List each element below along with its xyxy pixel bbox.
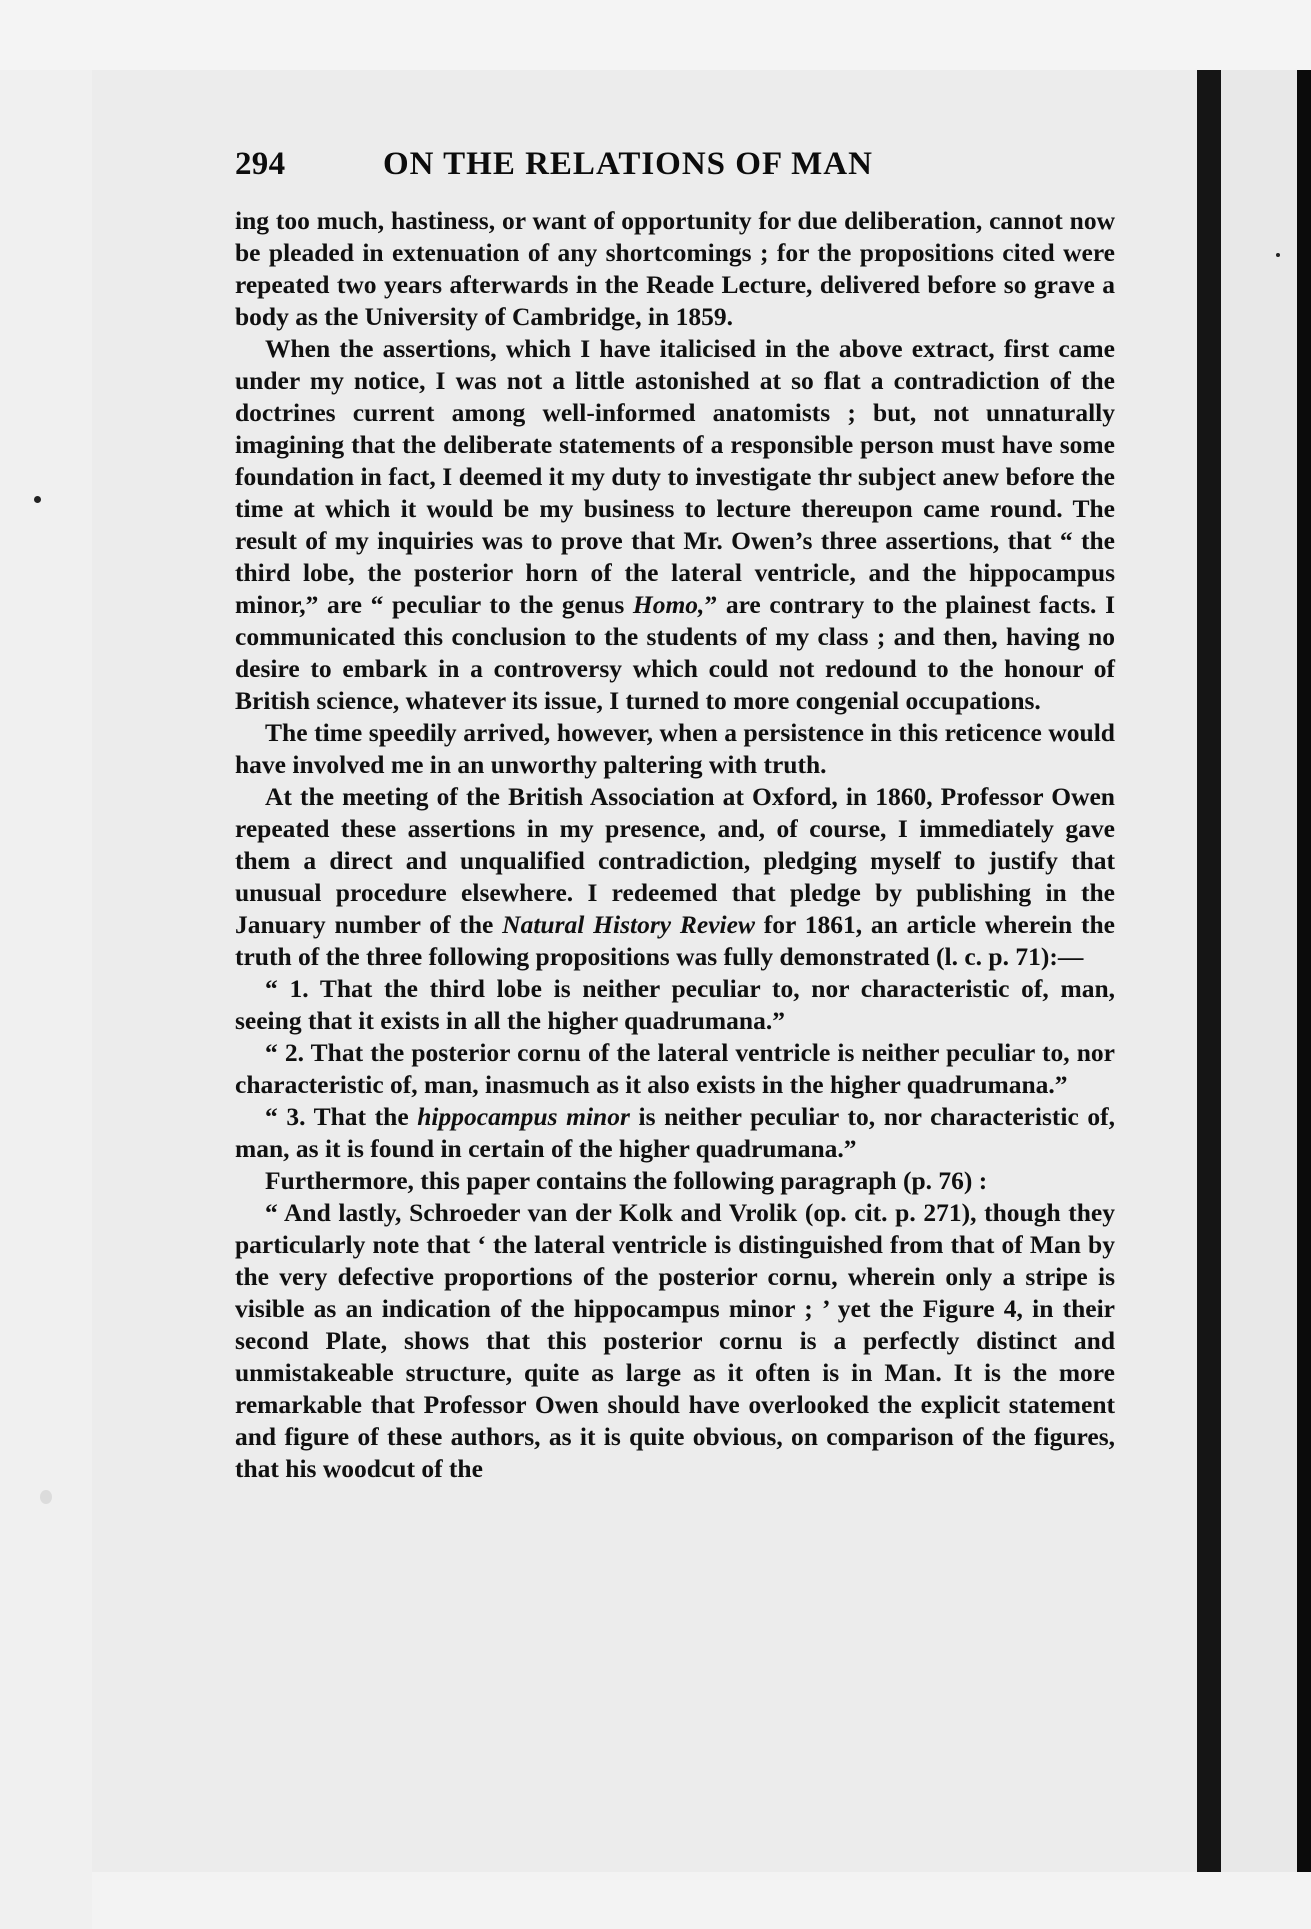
text-run: “ 2. That the posterior cornu of the lateral ventricle is neither peculiar to, nor characteristic of, man, inasmuch as it also exists in the higher quadrumana.”: [235, 1038, 1115, 1099]
scan-border-bottom: [92, 1872, 1311, 1929]
body-text: [235, 205, 1115, 1485]
text-run: ing too much, hastiness, or want of opportunity for due deliberation, cannot now be pleaded in extenuation of any shortcomings ; for the propositions cited were repeated two years afterwards in the Reade Lecture, delivered before so grave a body as the University of Cambridge, in 1859.: [235, 206, 1115, 331]
scan-border-left: [0, 70, 92, 1929]
paragraph: [235, 1165, 1115, 1197]
paragraph: [235, 1037, 1115, 1101]
scan-border-top: [0, 0, 1311, 70]
page-number: 294: [235, 146, 286, 182]
paragraph: [235, 1197, 1115, 1485]
text-run: When the assertions, which I have italicised in the above extract, first came under my notice, I was not a little astonished at so flat a contradiction of the doctrines current among well-informed anatomists ; but, not unnaturally imagining that the deliberate statements of a responsible person must have some foundation in fact, I deemed it my duty to investigate thr subject anew before the time at which it would be my business to lecture thereupon came round. The result of my inquiries was to prove that Mr. Owen’s three assertions, that “ the third lobe, the posterior horn of the lateral ventricle, and the hippocampus minor,” are “ peculiar to the genus: [235, 334, 1115, 619]
page-gutter: [1197, 70, 1221, 1872]
paragraph: [235, 781, 1115, 973]
text-run: is neither peculiar to, nor characteristic of, man, as it is found in certain of the higher quadrumana.”: [235, 1102, 1115, 1163]
text-run: Furthermore, this paper contains the following paragraph (p. 76) :: [265, 1166, 988, 1195]
text-run: “ And lastly, Schroeder van der Kolk and Vrolik (op. cit. p. 271), though they particularly note that ‘ the lateral ventricle is distinguished from that of Man by the very defective proportions of the posterior cornu, wherein only a stripe is visible as an indication of the hippocampus minor ; ’ yet the Figure 4, in their second Plate, shows that this posterior cornu is a perfectly distinct and unmistakeable structure, quite as large as it often is in Man. It is the more remarkable that Professor Owen should have overlooked the explicit statement and figure of these authors, as it is quite obvious, on comparison of the figures, that his woodcut of the: [235, 1198, 1115, 1483]
paragraph: [235, 973, 1115, 1037]
text-run: “ 3. That the: [265, 1102, 418, 1131]
scan-speck: [40, 1490, 52, 1504]
paragraph: [235, 717, 1115, 781]
facing-page-edge: [1221, 70, 1297, 1872]
italic-text: Homo,: [632, 590, 705, 619]
scan-speck: [34, 496, 41, 503]
paragraph: [235, 333, 1115, 717]
running-header: [235, 146, 955, 186]
italic-text: Natural History Review: [502, 910, 755, 939]
paragraph: [235, 205, 1115, 333]
text-run: At the meeting of the British Association at Oxford, in 1860, Professor Owen repeated these assertions in my presence, and, of course, I immediately gave them a direct and unqualified contradiction, pledging myself to justify that unusual procedure elsewhere. I redeemed that pledge by publishing in the January number of the: [235, 782, 1115, 939]
text-run: The time speedily arrived, however, when a persistence in this reticence would have involved me in an unworthy paltering with truth.: [235, 718, 1115, 779]
italic-text: hippocampus minor: [417, 1102, 630, 1131]
running-title: ON THE RELATIONS OF MAN: [383, 146, 873, 182]
text-run: “ 1. That the third lobe is neither peculiar to, nor characteristic of, man, seeing that it exists in all the higher quadrumana.”: [235, 974, 1115, 1035]
text-run: for 1861, an article wherein the truth of the three following propositions was fully demonstrated (l. c. p. 71):—: [235, 910, 1115, 971]
scan-speck: [1276, 253, 1280, 257]
paragraph: [235, 1101, 1115, 1165]
text-run: ” are contrary to the plainest facts. I communicated this conclusion to the students of my class ; and then, having no desire to embark in a controversy which could not redound to the honour of British science, whatever its issue, I turned to more congenial occupations.: [235, 590, 1115, 715]
